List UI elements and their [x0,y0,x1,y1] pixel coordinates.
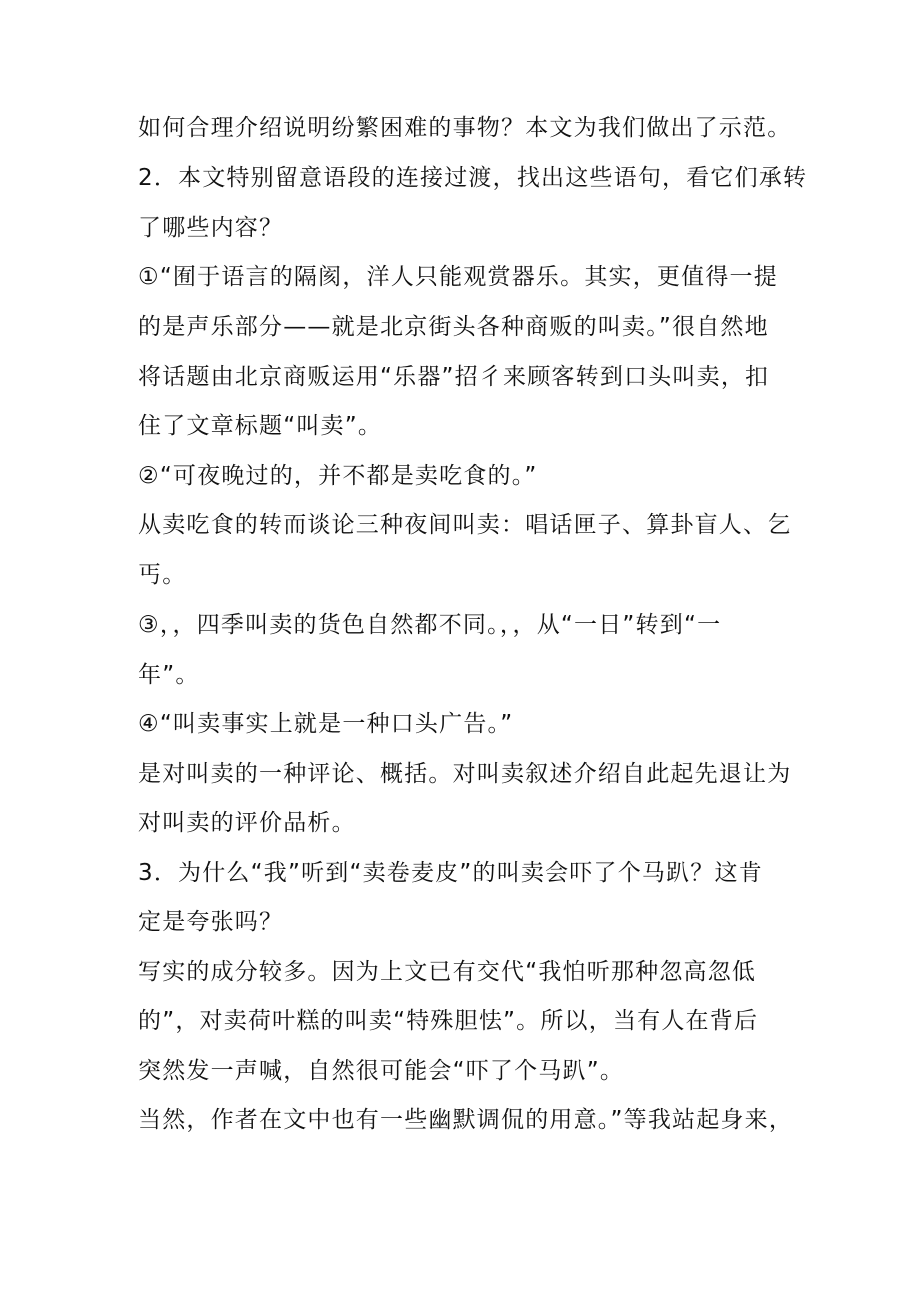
text-line: 住了文章标题“叫卖”。 [138,413,383,439]
text-line: ①“囿于语言的隔阂，洋人只能观赏器乐。其实，更值得一提 [138,264,778,290]
text-line: 了哪些内容？ [138,215,284,241]
text-line: 对叫卖的评价品析。 [138,810,356,836]
text-line: 突然发一声喊，自然很可能会“吓了个马趴”。 [138,1058,625,1084]
text-line: 年”。 [138,662,200,688]
text-line: 是对叫卖的一种评论、概括。对叫卖叙述介绍自此起先退让为 [138,761,792,787]
text-line: 将话题由北京商贩运用“乐器”招彳来顾客转到口头叫卖，扣 [138,364,770,390]
text-line: 的是声乐部分——就是北京街头各种商贩的叫卖。”很自然地 [138,314,769,340]
text-line: 写实的成分较多。因为上文已有交代“我怕听那种忽高忽低 [138,959,757,985]
text-line: 丐。 [138,562,187,588]
text-line: 的”，对卖荷叶糕的叫卖“特殊胆怯”。所以，当有人在背后 [138,1008,759,1034]
text-line: 3．为什么“我”听到“卖卷麦皮”的叫卖会吓了个马趴？这肯 [138,860,763,886]
text-line: ③，，四季叫卖的货色自然都不同。，，从“一日”转到“一 [138,612,722,638]
text-line: 当然，作者在文中也有一些幽默调侃的用意。”等我站起身来， [138,1107,794,1133]
text-line: 定是夸张吗？ [138,909,284,935]
text-line: 2．本文特别留意语段的连接过渡，找出这些语句，看它们承转 [138,165,808,191]
text-line: 从卖吃食的转而谈论三种夜间叫卖：唱话匣子、算卦盲人、乞 [138,512,792,538]
text-line: ②“可夜晚过的，并不都是卖吃食的。” [138,463,538,489]
text-line: ④“叫卖事实上就是一种口头广告。” [138,711,514,737]
text-line: 如何合理介绍说明纷繁困难的事物？本文为我们做出了示范。 [138,115,792,141]
